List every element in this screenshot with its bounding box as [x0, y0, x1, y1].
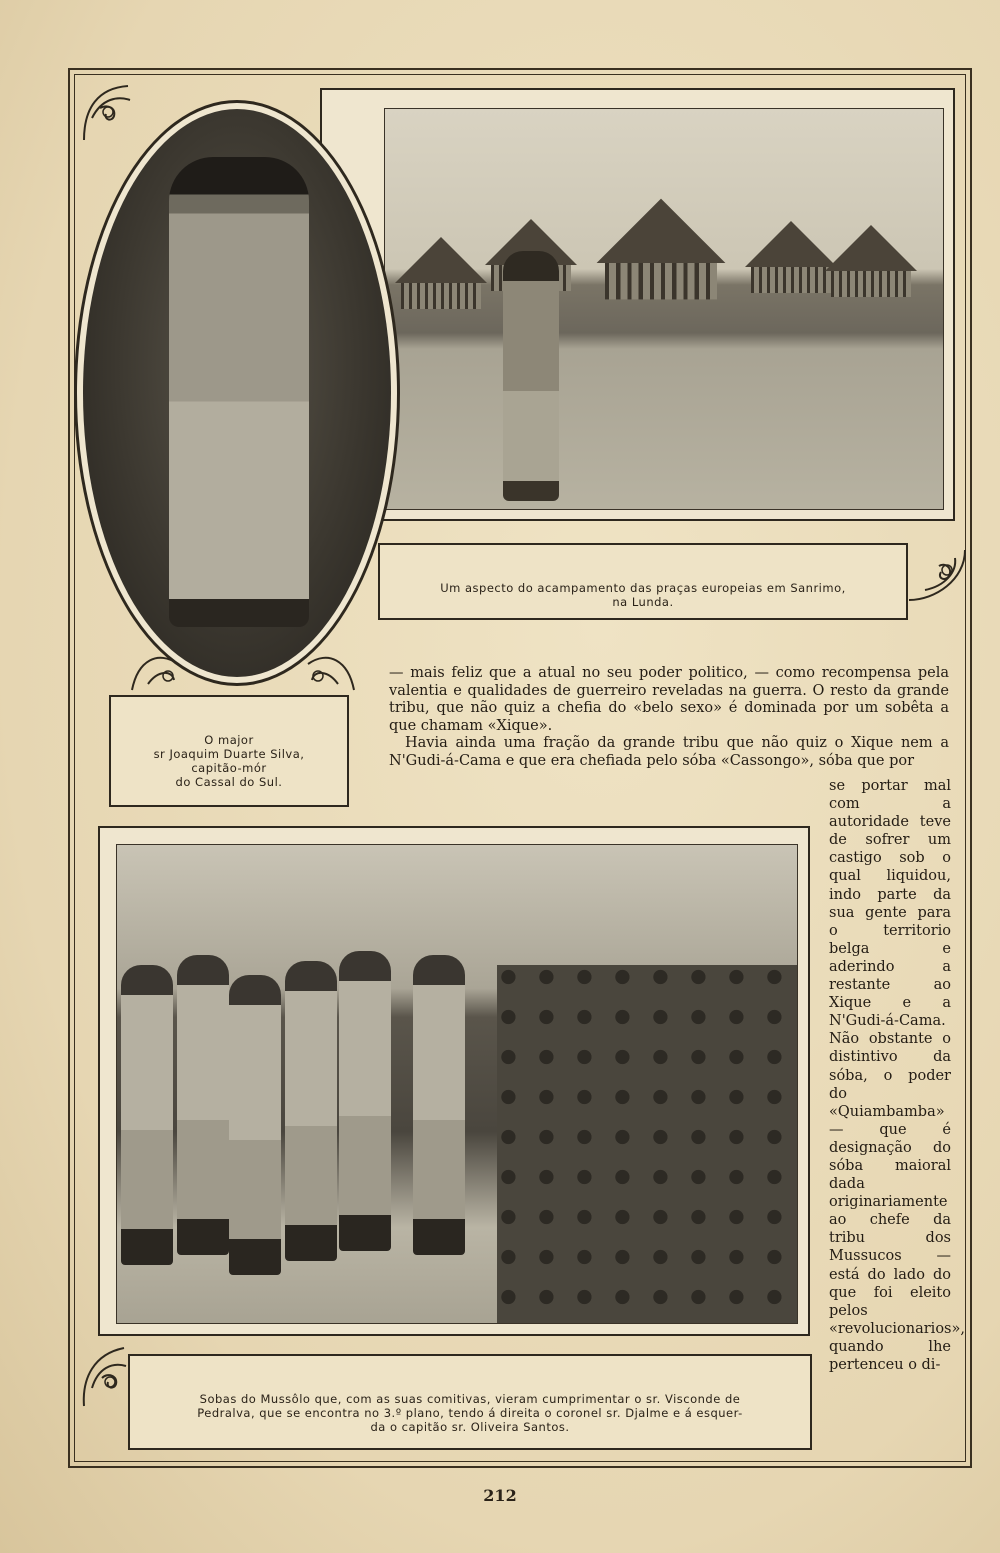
caption-line: sr Joaquim Duarte Silva,	[153, 747, 305, 761]
major-portrait	[74, 100, 400, 686]
paragraph: Havia ainda uma fração da grande tribu que não quiz o Xique nem a N'Gudi-á-Cama e que era chefiada pelo sóba «Cassongo», sóba que por	[389, 735, 949, 769]
sobas-photo-image	[116, 844, 798, 1324]
hut-shape	[395, 237, 487, 309]
corner-ornament-icon	[905, 540, 973, 608]
major-figure	[169, 157, 309, 627]
caption-line: do Cassal do Sul.	[175, 775, 283, 789]
caption-line: na Lunda.	[612, 594, 674, 609]
sobas-photo	[98, 826, 810, 1336]
crowd-group	[497, 965, 797, 1323]
article-column-continuation: se portar mal com a autoridade teve de sofrer um castigo sob o qual liquidou, indo parte da sua gente para o territorio belga e aderindo a restante ao Xique e a N'Gudi-á-Cama. Não obstante o distintivo da sóba, o poder do «Quiambamba» — que é designação do sóba maioral dada originariamente ao chefe da tribu dos Mussucos — está do lado do que foi eleito pelos «revolucionarios», quando lhe pertenceu o di-	[829, 778, 965, 1373]
hut-shape	[825, 225, 917, 297]
camp-photo	[320, 88, 955, 521]
article-body	[389, 665, 949, 770]
caption-line: da o capitão sr. Oliveira Santos.	[370, 1420, 570, 1434]
camp-photo-image	[384, 108, 944, 510]
caption-line: capitão-mór	[191, 761, 267, 775]
scroll-ornament-icon	[128, 640, 358, 696]
page-number: 212	[483, 1486, 517, 1505]
paragraph: — mais feliz que a atual no seu poder politico, — como recompensa pela valentia e qualidades de guerreiro reveladas na guerra. O resto da grande tribu, que não quiz a chefia do «belo sexo» é dominada por um sobêta a que chamam «Xique».	[389, 665, 949, 734]
sobas-photo-caption	[128, 1354, 812, 1450]
caption-line: Um aspecto do acampamento das praças europeias em Sanrimo,	[440, 580, 846, 595]
camp-photo-caption	[378, 543, 908, 620]
standing-soldier	[503, 251, 559, 501]
corner-ornament-icon	[78, 78, 146, 146]
major-portrait-caption	[109, 695, 349, 807]
caption-line: O major	[204, 733, 254, 747]
caption-line: Pedralva, que se encontra no 3.º plano, tendo á direita o coronel sr. Djalme e á esquer-	[197, 1406, 743, 1420]
major-portrait-image	[83, 109, 391, 677]
hut-shape	[597, 199, 726, 300]
hut-shape	[745, 221, 837, 293]
officers-group	[117, 955, 497, 1275]
caption-line: Sobas do Mussôlo que, com as suas comitivas, vieram cumprimentar o sr. Visconde de	[199, 1392, 741, 1406]
